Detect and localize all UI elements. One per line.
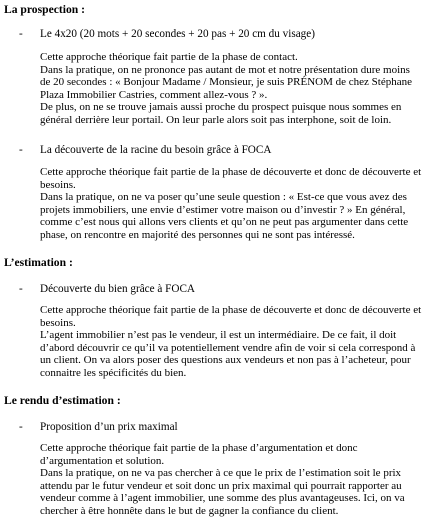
bullet-title: Proposition d’un prix maximal	[40, 421, 178, 433]
dash-bullet: -	[19, 144, 23, 156]
section-heading-estimation: L’estimation :	[4, 256, 73, 269]
bullet-title: Découverte du bien grâce à FOCA	[40, 283, 196, 295]
section-heading-prospection: La prospection :	[4, 3, 85, 16]
bullet-title: Le 4x20 (20 mots + 20 secondes + 20 pas + 20 cm du visage)	[40, 28, 315, 40]
dash-bullet: -	[19, 283, 23, 295]
dash-bullet: -	[19, 28, 23, 40]
paragraph: Cette approche théorique fait partie de la phase de découverte et donc de découverte et besoins. Dans la pratique, on ne va poser qu’une seule question : « Est-ce que vous avez des projets immobiliers, une envie d’estimer votre maison ou d’investir ? » En général, comme c’est nous qui allons vers clients et qu’on ne peut pas argumenter dans cette phase, on rencontre en majorité des personnes qui ne sont pas intéressé.	[40, 166, 422, 241]
section-heading-rendu-estimation: Le rendu d’estimation :	[4, 394, 121, 407]
paragraph: Cette approche théorique fait partie de la phase d’argumentation et donc d’argumentation et solution. Dans la pratique, on ne va pas chercher à ce que le prix de l’estimation soit le prix attendu par le futur vendeur et soit donc un prix maximal qui pourrait rapporter au vendeur comme à l’agent immobilier, une somme des plus avantageuses. Ici, on va chercher à être honnête dans le but de gagner la confiance du client.	[40, 442, 405, 517]
paragraph: Cette approche théorique fait partie de la phase de contact. Dans la pratique, on ne prononce pas autant de mot et notre présentation dure moins de 20 secondes : « Bonjour Madame / Monsieur, je suis PRÉNOM de chez Stéphane Plaza Immobilier Castries, comment allez-vous ? ». De plus, on ne se trouve jamais aussi proche du prospect puisque nous sommes en général derrière leur portail. On leur parle alors soit pas interphone, soit de loin.	[40, 51, 412, 126]
paragraph: Cette approche théorique fait partie de la phase de découverte et donc de découverte et besoins. L’agent immobilier n’est pas le vendeur, il est un intermédiaire. De ce fait, il doit d’abord découvrir ce qu’il va potentiellement vendre afin de voir si cela correspond à un client. On va alors poser des questions aux vendeurs et non pas à l’acheteur, pour connaitre les spécificités du bien.	[40, 304, 422, 379]
dash-bullet: -	[19, 421, 23, 433]
bullet-title: La découverte de la racine du besoin grâce à FOCA	[40, 144, 272, 156]
